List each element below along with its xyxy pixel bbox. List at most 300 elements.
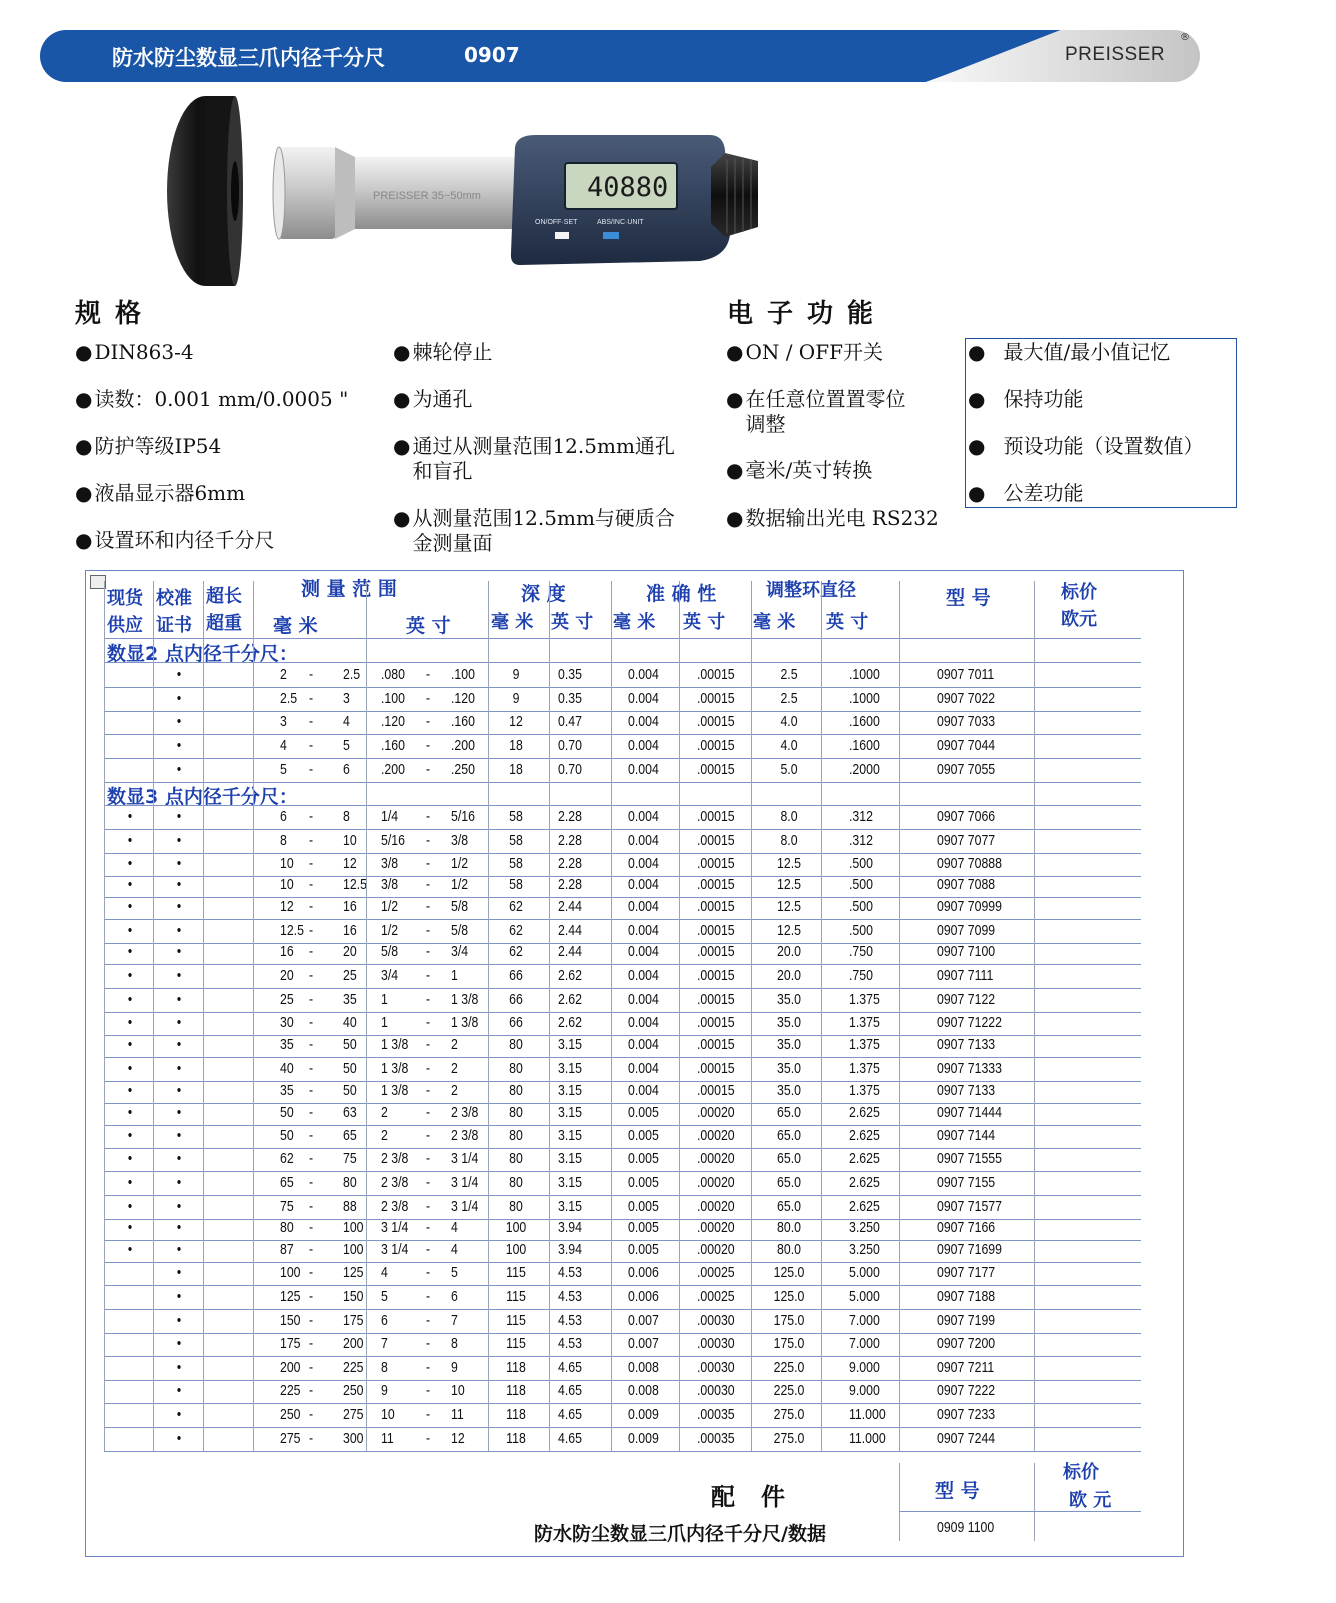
depth-mm: 80 xyxy=(509,1127,523,1144)
header-ring-mm: 毫 米 xyxy=(753,612,796,633)
ring-mm: 65.0 xyxy=(777,1127,801,1144)
accuracy-in: .00015 xyxy=(697,898,735,915)
range-in-to: 10 xyxy=(451,1382,465,1399)
header-depth: 深 度 xyxy=(521,583,566,605)
depth-in: 4.53 xyxy=(558,1312,582,1329)
depth-in: 2.44 xyxy=(558,943,582,960)
range-in-from: 1 xyxy=(381,1014,388,1031)
row-divider xyxy=(104,1356,1141,1357)
cert-mark: • xyxy=(176,666,182,683)
bullet-text: ON / OFF开关 xyxy=(745,340,883,364)
row-divider xyxy=(104,734,1141,735)
ring-mm: 65.0 xyxy=(777,1104,801,1121)
cert-mark: • xyxy=(176,1430,182,1447)
range-mm-to: 4 xyxy=(343,713,350,730)
accuracy-in: .00015 xyxy=(697,991,735,1008)
depth-mm: 18 xyxy=(509,737,523,754)
header-ring-in: 英 寸 xyxy=(826,612,869,633)
range-in-to: 5 xyxy=(451,1264,458,1281)
range-in-from: 3/8 xyxy=(381,876,399,893)
accuracy-mm: 0.004 xyxy=(628,832,659,849)
range-in-from: .200 xyxy=(381,761,405,778)
bullet-item xyxy=(75,481,245,506)
header-cert: 校准 xyxy=(156,588,192,609)
bullet-text: 通过从测量范围12.5mm通孔 和盲孔 xyxy=(412,434,675,483)
range-in-dash: - xyxy=(426,1127,431,1144)
range-mm-dash: - xyxy=(309,1082,314,1099)
row-divider xyxy=(104,1403,1141,1404)
range-mm-dash: - xyxy=(309,761,314,778)
micrometer-shaft-icon xyxy=(273,147,525,239)
range-in-dash: - xyxy=(426,1288,431,1305)
header-ring: 调整环直径 xyxy=(766,580,856,601)
range-in-dash: - xyxy=(426,832,431,849)
bullet-text: 在任意位置置零位 调整 xyxy=(745,387,906,436)
column-divider xyxy=(104,581,105,1451)
range-in-from: 6 xyxy=(381,1312,388,1329)
range-in-to: 6 xyxy=(451,1288,458,1305)
row-divider xyxy=(104,662,1141,663)
range-in-from: 1 3/8 xyxy=(381,1060,409,1077)
model-number: 0907 7044 xyxy=(937,737,996,754)
ring-in: 1.375 xyxy=(849,1036,880,1053)
cert-mark: • xyxy=(176,1288,182,1305)
depth-in: 4.53 xyxy=(558,1288,582,1305)
header-accuracy: 准 确 性 xyxy=(646,583,717,605)
depth-in: 2.62 xyxy=(558,967,582,984)
row-divider xyxy=(104,1333,1141,1334)
accuracy-mm: 0.004 xyxy=(628,991,659,1008)
accuracy-mm: 0.005 xyxy=(628,1174,659,1191)
ring-in: 9.000 xyxy=(849,1359,880,1376)
range-mm-to: 225 xyxy=(343,1359,364,1376)
range-in-to: 5/16 xyxy=(451,808,475,825)
range-in-from: .080 xyxy=(381,666,405,683)
model-number: 0907 71555 xyxy=(937,1150,1002,1167)
bullet-dot-icon: ● xyxy=(726,340,744,364)
range-in-from: 3/8 xyxy=(381,855,399,872)
depth-in: 2.28 xyxy=(558,855,582,872)
accuracy-mm: 0.004 xyxy=(628,690,659,707)
depth-mm: 100 xyxy=(505,1241,527,1258)
range-in-dash: - xyxy=(426,1359,431,1376)
depth-mm: 9 xyxy=(512,666,520,683)
model-number: 0907 71577 xyxy=(937,1198,1002,1215)
digital-display-body-icon xyxy=(511,135,730,265)
range-mm-to: 63 xyxy=(343,1104,357,1121)
ring-mm: 12.5 xyxy=(777,922,801,939)
range-mm-dash: - xyxy=(309,1036,314,1053)
depth-mm: 66 xyxy=(509,1014,523,1031)
accuracy-mm: 0.006 xyxy=(628,1288,659,1305)
accuracy-mm: 0.007 xyxy=(628,1335,659,1352)
accuracy-in: .00020 xyxy=(697,1127,735,1144)
cert-mark: • xyxy=(176,1036,182,1053)
range-mm-to: 6 xyxy=(343,761,350,778)
range-mm-dash: - xyxy=(309,1312,314,1329)
range-in-to: .160 xyxy=(451,713,475,730)
range-mm-from: 80 xyxy=(280,1219,294,1236)
model-number: 0907 7133 xyxy=(937,1082,996,1099)
model-number: 0907 7133 xyxy=(937,1036,996,1053)
model-number: 0907 7066 xyxy=(937,808,996,825)
ring-in: 2.625 xyxy=(849,1104,880,1121)
cert-mark: • xyxy=(176,832,182,849)
range-mm-dash: - xyxy=(309,967,314,984)
range-mm-dash: - xyxy=(309,1198,314,1215)
model-number: 0907 7177 xyxy=(937,1264,996,1281)
range-in-from: 1 3/8 xyxy=(381,1036,409,1053)
range-in-from: 2 xyxy=(381,1127,388,1144)
ring-mm: 2.5 xyxy=(780,666,798,683)
range-in-from: 5/16 xyxy=(381,832,405,849)
accuracy-in: .00015 xyxy=(697,1036,735,1053)
ring-mm: 65.0 xyxy=(777,1174,801,1191)
accuracy-mm: 0.004 xyxy=(628,1060,659,1077)
range-in-from: 1/2 xyxy=(381,898,399,915)
row-divider xyxy=(104,758,1141,759)
accuracy-mm: 0.004 xyxy=(628,808,659,825)
range-mm-to: 125 xyxy=(343,1264,364,1281)
row-divider xyxy=(104,1451,1141,1452)
ring-mm: 80.0 xyxy=(777,1219,801,1236)
range-mm-to: 20 xyxy=(343,943,357,960)
range-mm-dash: - xyxy=(309,1359,314,1376)
model-number: 0907 7055 xyxy=(937,761,996,778)
range-in-to: 3 1/4 xyxy=(451,1198,479,1215)
model-number: 0907 7099 xyxy=(937,922,996,939)
range-in-dash: - xyxy=(426,1150,431,1167)
range-mm-from: 65 xyxy=(280,1174,294,1191)
range-in-dash: - xyxy=(426,1174,431,1191)
model-number: 0907 71444 xyxy=(937,1104,1002,1121)
ring-in: .500 xyxy=(849,922,873,939)
bullet-item xyxy=(75,387,348,412)
cert-mark: • xyxy=(176,737,182,754)
accuracy-mm: 0.004 xyxy=(628,1082,659,1099)
range-in-to: 9 xyxy=(451,1359,458,1376)
range-mm-from: 12 xyxy=(280,898,294,915)
accuracy-in: .00015 xyxy=(697,967,735,984)
accessories-price-header: 标价 xyxy=(1063,1462,1099,1483)
depth-mm: 12 xyxy=(509,713,523,730)
range-in-to: 11 xyxy=(451,1406,464,1423)
accuracy-mm: 0.005 xyxy=(628,1127,659,1144)
range-mm-dash: - xyxy=(309,1104,314,1121)
header-stock: 现货 xyxy=(107,588,143,609)
column-divider xyxy=(679,581,680,1451)
range-mm-from: 275 xyxy=(280,1430,301,1447)
row-divider xyxy=(104,1148,1141,1149)
range-mm-to: 275 xyxy=(343,1406,364,1423)
range-mm-from: 25 xyxy=(280,991,294,1008)
row-divider xyxy=(104,711,1141,712)
bullet-text: 公差功能 xyxy=(1003,481,1084,505)
header-range-in: 英 寸 xyxy=(406,615,451,637)
range-mm-dash: - xyxy=(309,943,314,960)
ring-mm: 5.0 xyxy=(780,761,798,778)
ring-mm: 35.0 xyxy=(777,991,801,1008)
depth-in: 4.65 xyxy=(558,1430,582,1447)
row-divider xyxy=(104,964,1141,965)
cert-mark: • xyxy=(176,943,182,960)
range-mm-to: 250 xyxy=(343,1382,364,1399)
range-in-to: 3/8 xyxy=(451,832,469,849)
range-mm-from: 75 xyxy=(280,1198,294,1215)
bullet-text: 棘轮停止 xyxy=(412,340,493,364)
depth-mm: 58 xyxy=(509,876,523,893)
ring-in: .2000 xyxy=(849,761,880,778)
bullet-text: 最大值/最小值记忆 xyxy=(1003,340,1171,364)
bullet-text: 防护等级IP54 xyxy=(94,434,222,458)
ring-mm: 225.0 xyxy=(773,1382,805,1399)
ring-mm: 8.0 xyxy=(780,808,798,825)
model-number: 0907 7100 xyxy=(937,943,996,960)
accuracy-in: .00015 xyxy=(697,922,735,939)
range-mm-dash: - xyxy=(309,808,314,825)
range-in-from: 9 xyxy=(381,1382,388,1399)
bullet-dot-icon: ● xyxy=(75,434,93,458)
ring-mm: 175.0 xyxy=(773,1335,805,1352)
ring-in: 1.375 xyxy=(849,1014,880,1031)
section-3-point: 数显3 点内径千分尺： xyxy=(107,786,298,808)
ring-in: .750 xyxy=(849,967,873,984)
model-number: 0907 7111 xyxy=(937,967,994,984)
range-in-to: 3 1/4 xyxy=(451,1150,479,1167)
range-mm-to: 50 xyxy=(343,1082,357,1099)
depth-mm: 80 xyxy=(509,1060,523,1077)
range-in-to: .100 xyxy=(451,666,475,683)
product-code: 0907 xyxy=(464,43,520,67)
range-in-dash: - xyxy=(426,1430,431,1447)
ring-mm: 2.5 xyxy=(780,690,798,707)
cert-mark: • xyxy=(176,1060,182,1077)
stock-mark: • xyxy=(127,855,133,872)
ring-in: 2.625 xyxy=(849,1150,880,1167)
range-in-dash: - xyxy=(426,855,431,872)
column-divider xyxy=(611,581,612,1451)
model-number: 0907 7155 xyxy=(937,1174,996,1191)
accuracy-in: .00025 xyxy=(697,1264,735,1281)
ratchet-knob-icon xyxy=(711,153,758,237)
range-in-to: 4 xyxy=(451,1219,458,1236)
accuracy-in: .00015 xyxy=(697,1060,735,1077)
range-mm-from: 40 xyxy=(280,1060,294,1077)
bullet-dot-icon: ● xyxy=(393,434,411,458)
range-in-to: .200 xyxy=(451,737,475,754)
bullet-text: DIN863-4 xyxy=(94,340,194,364)
range-mm-dash: - xyxy=(309,1241,314,1258)
accessories-title: 配件 xyxy=(711,1483,811,1511)
range-mm-to: 300 xyxy=(343,1430,364,1447)
range-mm-from: 2 xyxy=(280,666,287,683)
model-number: 0907 7200 xyxy=(937,1335,996,1352)
bullet-item xyxy=(75,434,221,459)
range-in-to: 2 3/8 xyxy=(451,1127,479,1144)
accuracy-in: .00015 xyxy=(697,761,735,778)
range-in-dash: - xyxy=(426,1104,431,1121)
bullet-item xyxy=(968,481,1083,506)
range-mm-from: 10 xyxy=(280,876,294,893)
bullet-item xyxy=(726,340,883,365)
cert-mark: • xyxy=(176,1150,182,1167)
ring-mm: 175.0 xyxy=(773,1312,805,1329)
bullet-text: 毫米/英寸转换 xyxy=(745,458,873,482)
depth-in: 2.28 xyxy=(558,876,582,893)
bullet-text: 保持功能 xyxy=(1003,387,1084,411)
range-in-dash: - xyxy=(426,1241,431,1258)
accessory-item: 防水防尘数显三爪内径千分尺/数据 xyxy=(534,1523,826,1545)
range-in-to: 2 xyxy=(451,1036,458,1053)
stock-mark: • xyxy=(127,1150,133,1167)
range-in-to: 5/8 xyxy=(451,922,469,939)
depth-in: 2.62 xyxy=(558,991,582,1008)
ring-mm: 20.0 xyxy=(777,943,801,960)
accuracy-in: .00015 xyxy=(697,713,735,730)
ring-in: 2.625 xyxy=(849,1198,880,1215)
accessories-divider xyxy=(899,1511,1141,1512)
accuracy-in: .00020 xyxy=(697,1150,735,1167)
cert-mark: • xyxy=(176,1198,182,1215)
range-mm-to: 100 xyxy=(343,1241,364,1258)
range-in-dash: - xyxy=(426,690,431,707)
row-divider xyxy=(104,1057,1141,1058)
ring-in: 11.000 xyxy=(849,1406,886,1423)
range-mm-from: 225 xyxy=(280,1382,301,1399)
range-mm-to: 25 xyxy=(343,967,357,984)
column-divider xyxy=(366,581,367,1451)
depth-mm: 80 xyxy=(509,1036,523,1053)
ring-in: .1600 xyxy=(849,737,880,754)
bullet-dot-icon: ● xyxy=(75,528,93,552)
bullet-dot-icon: ● xyxy=(726,506,744,530)
range-mm-dash: - xyxy=(309,855,314,872)
ring-mm: 8.0 xyxy=(780,832,798,849)
range-in-dash: - xyxy=(426,876,431,893)
accuracy-mm: 0.005 xyxy=(628,1104,659,1121)
model-number: 0907 71333 xyxy=(937,1060,1002,1077)
range-in-to: 12 xyxy=(451,1430,465,1447)
model-number: 0907 70999 xyxy=(937,898,1002,915)
bullet-dot-icon: ● xyxy=(75,481,93,505)
cert-mark: • xyxy=(176,1104,182,1121)
ring-in: .750 xyxy=(849,943,873,960)
range-mm-from: 250 xyxy=(280,1406,301,1423)
button-label-absinc: ABS/INC·UNIT xyxy=(597,219,644,226)
ring-mm: 35.0 xyxy=(777,1060,801,1077)
ring-mm: 80.0 xyxy=(777,1241,801,1258)
range-mm-dash: - xyxy=(309,1060,314,1077)
range-mm-dash: - xyxy=(309,690,314,707)
range-in-dash: - xyxy=(426,737,431,754)
accuracy-mm: 0.005 xyxy=(628,1198,659,1215)
cert-mark: • xyxy=(176,967,182,984)
range-in-to: 5/8 xyxy=(451,898,469,915)
row-divider xyxy=(104,687,1141,688)
header-range: 测 量 范 围 xyxy=(301,578,397,600)
header-price-2: 欧元 xyxy=(1061,609,1097,630)
model-number: 0907 7144 xyxy=(937,1127,996,1144)
bullet-dot-icon: ● xyxy=(726,387,744,411)
range-in-from: 3/4 xyxy=(381,967,399,984)
range-mm-from: 62 xyxy=(280,1150,294,1167)
range-mm-from: 16 xyxy=(280,943,294,960)
accuracy-mm: 0.004 xyxy=(628,1014,659,1031)
bullet-item xyxy=(393,387,472,412)
range-in-dash: - xyxy=(426,1219,431,1236)
range-mm-to: 12.5 xyxy=(343,876,367,893)
depth-in: 2.44 xyxy=(558,922,582,939)
accuracy-in: .00015 xyxy=(697,943,735,960)
ring-in: 3.250 xyxy=(849,1219,880,1236)
depth-mm: 100 xyxy=(505,1219,527,1236)
range-mm-from: 50 xyxy=(280,1104,294,1121)
depth-in: 0.70 xyxy=(558,761,582,778)
stock-mark: • xyxy=(127,1036,133,1053)
product-image xyxy=(155,95,775,295)
header-depth-in: 英 寸 xyxy=(551,612,594,633)
depth-in: 3.15 xyxy=(558,1198,582,1215)
range-in-from: 10 xyxy=(381,1406,395,1423)
cert-mark: • xyxy=(176,1219,182,1236)
range-in-to: 2 xyxy=(451,1060,458,1077)
header-accuracy-in: 英 寸 xyxy=(683,612,726,633)
range-in-to: 1/2 xyxy=(451,855,469,872)
model-number: 0907 7088 xyxy=(937,876,996,893)
range-mm-to: 16 xyxy=(343,922,357,939)
accuracy-in: .00020 xyxy=(697,1241,735,1258)
accuracy-in: .00020 xyxy=(697,1198,735,1215)
product-table xyxy=(85,570,1184,1557)
column-divider xyxy=(899,581,900,1451)
accuracy-mm: 0.004 xyxy=(628,761,659,778)
page-title: 防水防尘数显三爪内径千分尺 xyxy=(112,46,385,70)
stock-mark: • xyxy=(127,1127,133,1144)
depth-mm: 118 xyxy=(506,1406,526,1423)
range-in-from: 5/8 xyxy=(381,943,399,960)
stock-mark: • xyxy=(127,1219,133,1236)
accuracy-in: .00035 xyxy=(697,1430,735,1447)
column-divider xyxy=(1034,1463,1035,1541)
accuracy-mm: 0.004 xyxy=(628,713,659,730)
accuracy-in: .00015 xyxy=(697,808,735,825)
ring-in: 3.250 xyxy=(849,1241,880,1258)
depth-mm: 66 xyxy=(509,991,523,1008)
stock-mark: • xyxy=(127,832,133,849)
depth-in: 3.15 xyxy=(558,1082,582,1099)
depth-mm: 58 xyxy=(509,855,523,872)
range-mm-to: 10 xyxy=(343,832,357,849)
range-in-dash: - xyxy=(426,1036,431,1053)
shaft-label: PREISSER 35~50mm xyxy=(373,190,481,202)
range-in-from: 2 xyxy=(381,1104,388,1121)
accuracy-mm: 0.004 xyxy=(628,666,659,683)
range-in-dash: - xyxy=(426,1082,431,1099)
stock-mark: • xyxy=(127,991,133,1008)
bullet-dot-icon: ● xyxy=(75,340,93,364)
ring-in: 7.000 xyxy=(849,1312,880,1329)
column-divider xyxy=(153,581,154,1451)
range-mm-to: 50 xyxy=(343,1060,357,1077)
range-mm-to: 40 xyxy=(343,1014,357,1031)
accuracy-in: .00020 xyxy=(697,1104,735,1121)
depth-in: 3.15 xyxy=(558,1150,582,1167)
range-in-to: 7 xyxy=(451,1312,458,1329)
range-in-dash: - xyxy=(426,1060,431,1077)
cert-mark: • xyxy=(176,991,182,1008)
range-mm-from: 8 xyxy=(280,832,287,849)
depth-mm: 80 xyxy=(509,1198,523,1215)
